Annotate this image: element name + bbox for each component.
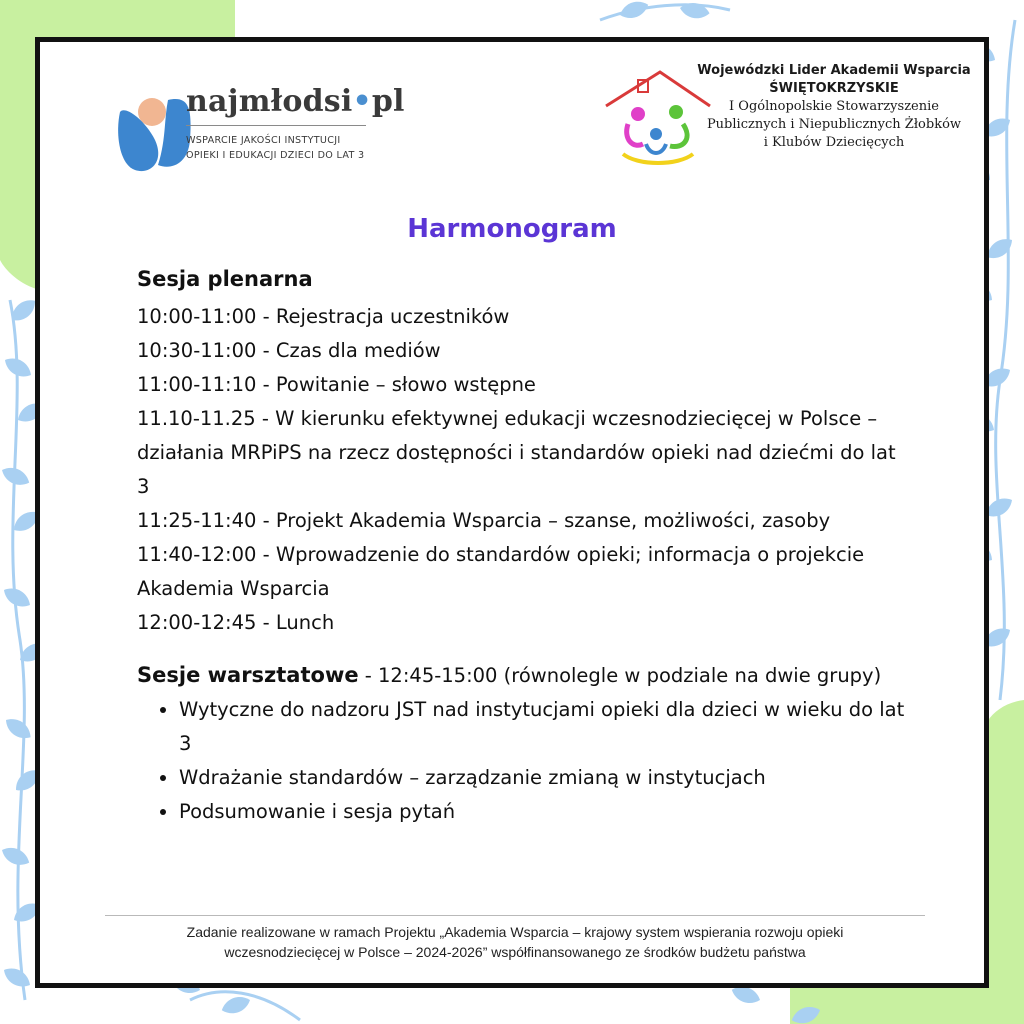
- workshops-detail: - 12:45-15:00 (równolegle w podziale na dwie grupy): [358, 664, 882, 687]
- list-item: • Podsumowanie i sesja pytań: [179, 795, 907, 829]
- brand-tagline: WSPARCIE JAKOŚCI INSTYTUCJI OPIEKI I EDUKACJI DZIECI DO LAT 3: [186, 135, 365, 161]
- organization-info: Wojewódzki Lider Akademii Wsparcia ŚWIĘTOKRZYSKIE I Ogólnopolskie Stowarzyszenie Publicznych i Niepublicznych Żłobków i Klubów Dziecięcych: [697, 63, 971, 150]
- list-item: • Wytyczne do nadzoru JST nad instytucjami opieki dla dzieci w wieku do lat 3: [179, 693, 907, 761]
- schedule-card: [35, 37, 989, 988]
- plenary-heading: Sesja plenarna: [137, 267, 313, 291]
- schedule-item: 11:25-11:40 - Projekt Akademia Wsparcia – szanse, możliwości, zasoby: [137, 509, 831, 532]
- schedule-item: 11.10-11.25 - W kierunku efektywnej edukacji wczesnodziecięcej w Polsce – działania MRPiPS na rzecz dostępności i standardów opieki nad dziećmi do lat 3: [137, 407, 896, 498]
- workshops-intro: [137, 658, 907, 693]
- workshops-section: [137, 658, 907, 829]
- brand-divider: [186, 125, 366, 126]
- schedule-item: 12:00-12:45 - Lunch: [137, 611, 335, 634]
- workshops-heading: Sesje warsztatowe: [137, 663, 359, 687]
- footer-divider: [105, 915, 925, 916]
- schedule-item: 10:30-11:00 - Czas dla mediów: [137, 339, 441, 362]
- footer-funding-note: Zadanie realizowane w ramach Projektu „Akademia Wsparcia – krajowy system wspierania rozwoju opieki wczesnodziecięcej w Polsce – 2024-2026” współfinansowanego ze środków budżetu państwa: [186, 924, 844, 960]
- page-title: Harmonogram: [407, 214, 617, 244]
- workshops-list: [137, 693, 907, 829]
- plenary-list: [137, 300, 907, 640]
- schedule-item: 10:00-11:00 - Rejestracja uczestników: [137, 305, 510, 328]
- list-item: • Wdrażanie standardów – zarządzanie zmianą w instytucjach: [179, 761, 907, 795]
- schedule-item: 11:40-12:00 - Wprowadzenie do standardów opieki; informacja o projekcie Akademia Wsparcia: [137, 543, 865, 600]
- schedule-content: [137, 262, 907, 829]
- schedule-item: 11:00-11:10 - Powitanie – słowo wstępne: [137, 373, 536, 396]
- brand-name: najmłodsi•pl: [186, 84, 405, 119]
